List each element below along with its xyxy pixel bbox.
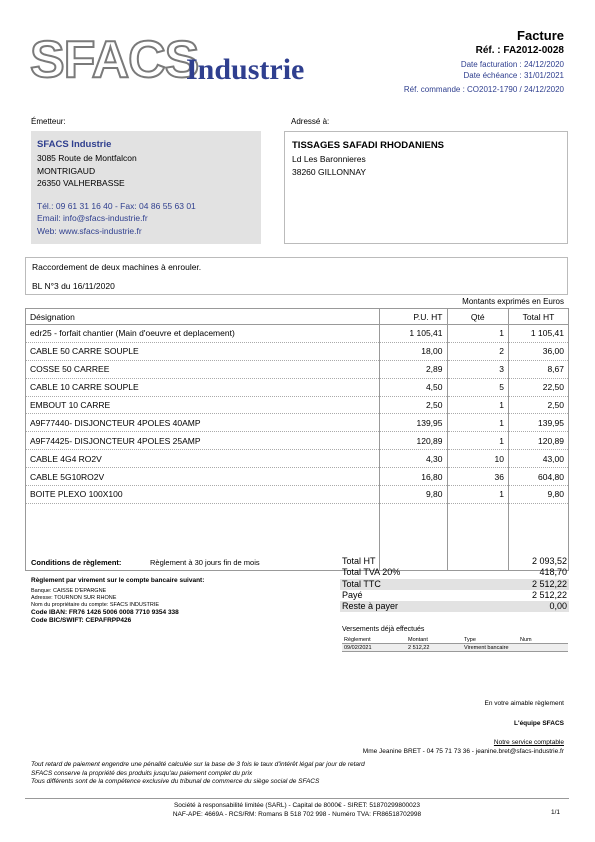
company-logo	[30, 31, 320, 89]
total-label: Total TVA 20%	[342, 567, 401, 578]
item-total: 139,95	[508, 414, 568, 432]
sender-address-line: MONTRIGAUD	[37, 165, 96, 176]
total-row	[340, 601, 569, 612]
company-footer	[25, 798, 569, 819]
total-row	[340, 590, 569, 601]
total-label: Total HT	[342, 556, 376, 566]
item-unit-price: 4,30	[379, 450, 447, 468]
footer-line: Société à responsabilité limitée (SARL) - Capital de 8000€ - SIRET: 51870299800023	[173, 802, 421, 809]
payments-made	[342, 626, 568, 652]
table-row	[26, 325, 569, 343]
sender-email[interactable]: Email: info@sfacs-industrie.fr	[37, 213, 148, 223]
accounting-service: Notre service comptable	[493, 739, 564, 746]
item-total: 1 105,41	[508, 325, 568, 343]
item-total: 9,80	[508, 486, 568, 504]
payment-amount: 2 512,22	[406, 644, 462, 652]
iban: Code IBAN: FR76 1426 5006 0008 7710 9354 338	[31, 609, 179, 616]
order-ref: Réf. commande : CO2012-1790 / 24/12/2020	[403, 85, 564, 94]
page-number: 1/1	[550, 809, 560, 816]
payment-num	[518, 644, 568, 652]
payments-header-row	[342, 636, 568, 644]
sender-phone: Tél.: 09 61 31 16 40 - Fax: 04 86 55 63 01	[37, 200, 196, 211]
table-row	[26, 414, 569, 432]
logo-brand-text: SFACS	[30, 31, 199, 89]
payment-conditions	[31, 558, 331, 625]
item-total: 120,89	[508, 432, 568, 450]
item-total: 22,50	[508, 378, 568, 396]
item-designation: A9F74425- DISJONCTEUR 4POLES 25AMP	[26, 432, 380, 450]
total-value: 2 512,22	[531, 589, 567, 600]
item-qty: 36	[447, 468, 508, 486]
table-row	[26, 450, 569, 468]
payments-col-type: Type	[462, 636, 518, 644]
total-value: 418,70	[539, 567, 567, 578]
table-row	[26, 360, 569, 378]
closing-team: L'équipe SFACS	[514, 720, 564, 727]
item-total: 43,00	[508, 450, 568, 468]
bank-address: Adresse: TOURNON SUR RHONE	[31, 595, 117, 601]
total-value: 0,00	[549, 601, 567, 612]
accounting-contact: Mme Jeanine BRET - 04 75 71 73 36 - jeanine.bret@sfacs-industrie.fr	[362, 748, 564, 755]
total-row	[340, 556, 569, 567]
sender-label: Émetteur:	[31, 117, 66, 126]
payments-col-num: Num	[518, 636, 568, 644]
total-label: Payé	[342, 589, 363, 600]
legal-line: Tous différents sont de la compétence exclusive du tribunal de commerce du siège social de SFACS	[31, 778, 320, 785]
invoice-date: Date facturation : 24/12/2020	[460, 60, 564, 69]
col-header-total: Total HT	[508, 309, 568, 325]
col-header-designation: Désignation	[26, 309, 380, 325]
invoice-title: Facture	[517, 28, 564, 43]
item-unit-price: 120,89	[379, 432, 447, 450]
table-row	[26, 378, 569, 396]
item-unit-price: 9,80	[379, 486, 447, 504]
bank-name: Banque: CAISSE D'EPARGNE	[31, 588, 107, 594]
total-value: 2 512,22	[531, 578, 567, 589]
item-designation: EMBOUT 10 CARRE	[26, 396, 380, 414]
footer-line: NAF-APE: 4669A - RCS/RM: Romans B 518 702 998 - Numéro TVA: FR86518702998	[172, 811, 422, 818]
item-unit-price: 2,89	[379, 360, 447, 378]
item-designation: edr25 - forfait chantier (Main d'oeuvre et deplacement)	[26, 325, 380, 343]
item-designation: CABLE 10 CARRE SOUPLE	[26, 378, 380, 396]
item-total: 604,80	[508, 468, 568, 486]
item-qty: 1	[447, 396, 508, 414]
table-row	[26, 468, 569, 486]
total-label: Reste à payer	[342, 601, 399, 612]
item-unit-price: 16,80	[379, 468, 447, 486]
item-designation: COSSE 50 CARREE	[26, 360, 380, 378]
recipient-block	[284, 131, 568, 244]
due-date: Date échéance : 31/01/2021	[463, 71, 564, 80]
col-header-qty: Qté	[447, 309, 508, 325]
item-unit-price: 1 105,41	[379, 325, 447, 343]
item-qty: 1	[447, 486, 508, 504]
item-qty: 1	[447, 414, 508, 432]
sender-address-line: 3085 Route de Montfalcon	[37, 153, 137, 163]
payments-col-amount: Montant	[406, 636, 462, 644]
table-row	[26, 342, 569, 360]
item-unit-price: 4,50	[379, 378, 447, 396]
payment-row	[342, 644, 568, 652]
table-row	[26, 396, 569, 414]
payment-date: 09/02/2021	[342, 644, 406, 652]
total-label: Total TTC	[342, 578, 381, 589]
sender-address-line: 26350 VALHERBASSE	[37, 178, 125, 188]
recipient-name: TISSAGES SAFADI RHODANIENS	[292, 140, 445, 151]
closing-greeting: En votre aimable règlement	[484, 700, 564, 707]
payment-type: Virement bancaire	[462, 644, 518, 652]
payments-table	[342, 636, 568, 652]
sender-website[interactable]: Web: www.sfacs-industrie.fr	[37, 225, 142, 236]
item-designation: BOITE PLEXO 100X100	[26, 486, 380, 504]
conditions-value: Règlement à 30 jours fin de mois	[150, 558, 260, 567]
item-qty: 3	[447, 360, 508, 378]
recipient-label: Adressé à:	[291, 117, 330, 126]
table-row	[26, 486, 569, 504]
item-designation: CABLE 5G10RO2V	[26, 468, 380, 486]
item-qty: 10	[447, 450, 508, 468]
item-unit-price: 18,00	[379, 342, 447, 360]
transfer-title: Règlement par virement sur le compte bancaire suivant:	[31, 577, 205, 584]
legal-line: SFACS conserve la propriété des produits jusqu'au paiement complet du prix	[31, 769, 253, 777]
payments-col-date: Règlement	[342, 636, 406, 644]
recipient-address-line: Ld Les Baronnieres	[292, 154, 366, 164]
legal-mentions	[31, 761, 365, 787]
col-header-unit-price: P.U. HT	[379, 309, 447, 325]
item-total: 8,67	[508, 360, 568, 378]
account-owner: Nom du propriétaire du compte: SFACS INDUSTRIE	[31, 602, 160, 608]
sender-name: SFACS Industrie	[37, 139, 112, 150]
logo-suffix-text: Industrie	[186, 53, 305, 86]
sender-block	[31, 131, 261, 244]
currency-note: Montants exprimés en Euros	[462, 297, 564, 306]
bic: Code BIC/SWIFT: CEPAFRPP426	[31, 617, 132, 624]
closing-block	[363, 700, 564, 756]
item-qty: 5	[447, 378, 508, 396]
item-unit-price: 139,95	[379, 414, 447, 432]
invoice-object	[25, 257, 568, 295]
item-designation: A9F77440- DISJONCTEUR 4POLES 40AMP	[26, 414, 380, 432]
invoice-header	[404, 28, 564, 95]
table-header-row	[26, 309, 569, 325]
payments-title: Versements déjà effectués	[342, 626, 425, 633]
object-description: Raccordement de deux machines à enrouler.	[32, 262, 202, 272]
table-row	[26, 432, 569, 450]
item-qty: 1	[447, 325, 508, 343]
item-total: 2,50	[508, 396, 568, 414]
total-value: 2 093,52	[531, 556, 567, 566]
recipient-address-line: 38260 GILLONNAY	[292, 166, 367, 177]
item-total: 36,00	[508, 342, 568, 360]
total-row	[340, 579, 569, 590]
legal-line: Tout retard de paiement engendre une pénalité calculée sur la base de 3 fois le taux d'intérêt légal par jour de retard	[31, 761, 365, 768]
item-unit-price: 2,50	[379, 396, 447, 414]
item-qty: 1	[447, 432, 508, 450]
totals-block	[340, 556, 569, 612]
items-table	[25, 308, 569, 571]
item-designation: CABLE 50 CARRE SOUPLE	[26, 342, 380, 360]
invoice-ref: Réf. : FA2012-0028	[475, 45, 564, 56]
item-designation: CABLE 4G4 RO2V	[26, 450, 380, 468]
conditions-label: Conditions de règlement:	[31, 558, 122, 567]
total-row	[340, 567, 569, 578]
delivery-note-ref: BL N°3 du 16/11/2020	[32, 281, 115, 291]
item-qty: 2	[447, 342, 508, 360]
